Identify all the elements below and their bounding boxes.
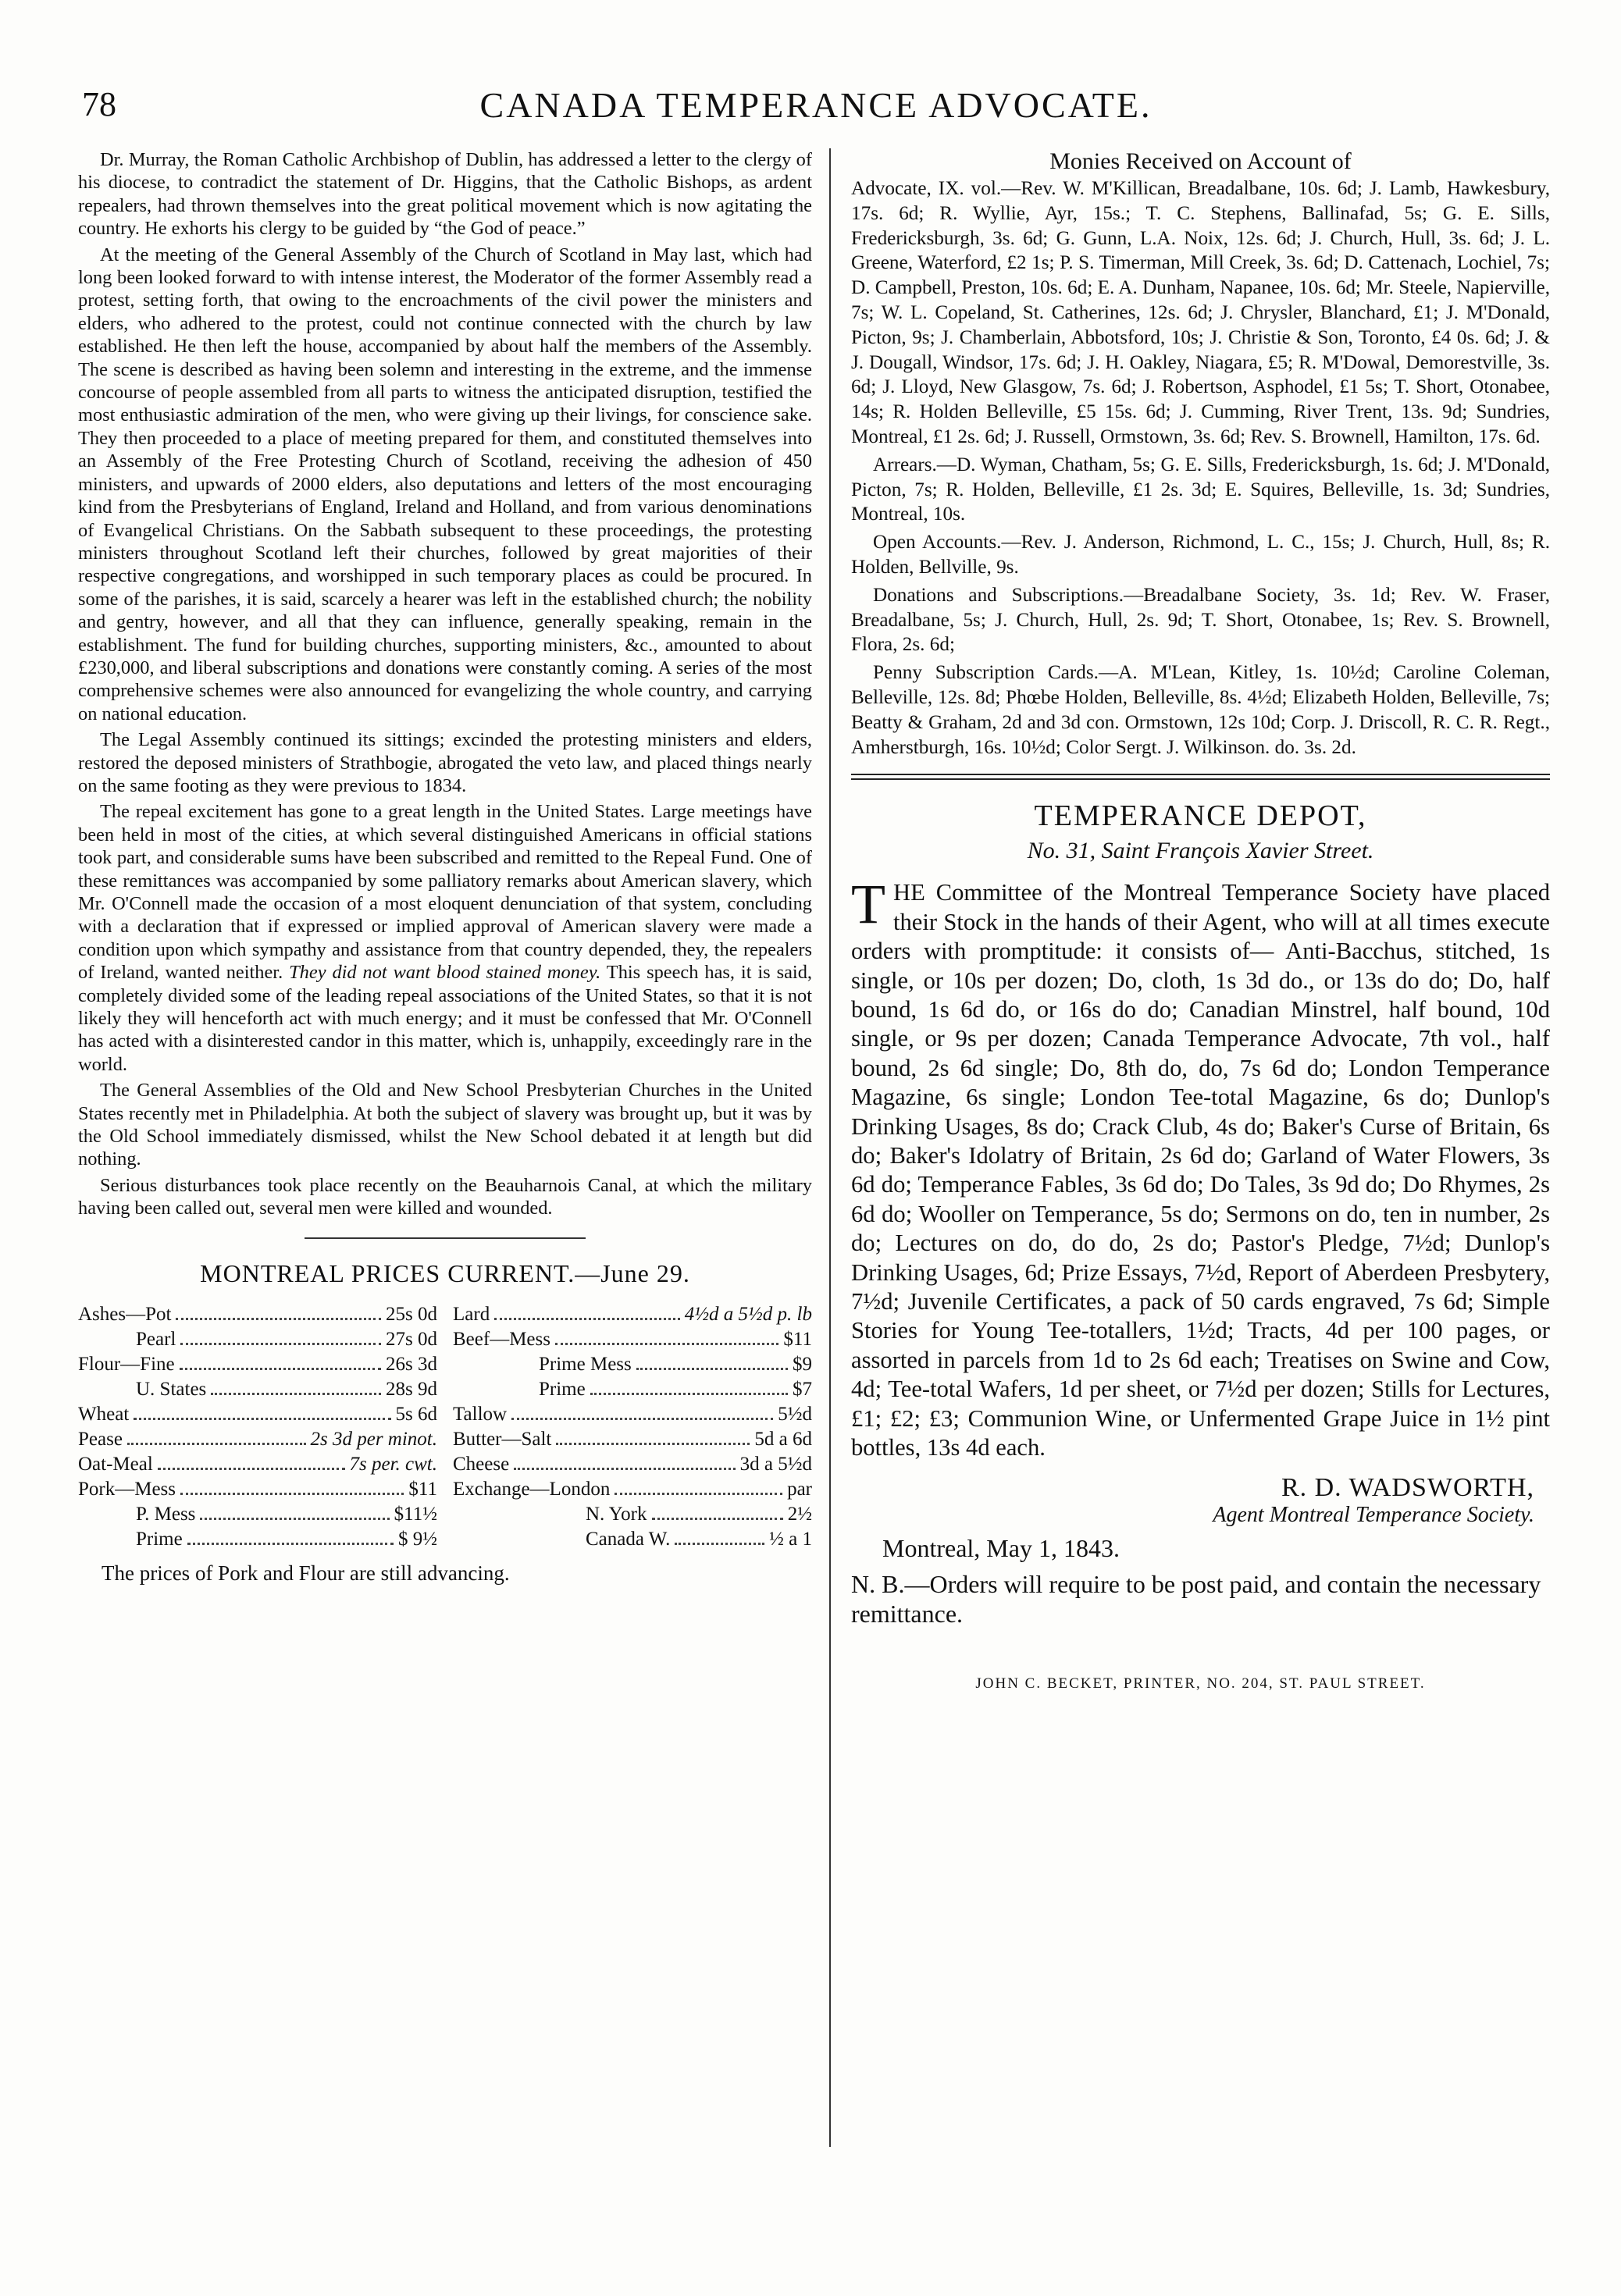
price-row	[453, 1302, 812, 1327]
price-value: par	[787, 1478, 812, 1500]
price-row	[453, 1327, 812, 1352]
running-title: CANADA TEMPERANCE ADVOCATE.	[479, 85, 1153, 125]
signature-title: Agent Montreal Temperance Society.	[1213, 1503, 1534, 1528]
leader-dots	[555, 1327, 778, 1345]
left-column	[78, 148, 812, 2186]
donations: Donations and Subscriptions.—Breadalbane Society, 3s. 1d; Rev. W. Fraser, Breadalbane, 5s; J. Church, Hull, 2s. 9d; T. Short, Otonabee, 1s; Rev. S. Brownell, Flora, 2s. 6d;	[851, 584, 1550, 656]
printer-imprint: JOHN C. BECKET, PRINTER, NO. 204, ST. PAUL STREET.	[975, 1675, 1426, 1693]
monies-received: Advocate, IX. vol.—Rev. W. M'Killican, Breadalbane, 10s. 6d; J. Lamb, Hawkesbury, 17s. 6d; R. Wyllie, Ayr, 15s.; T. C. Stephens, Ballinafad, 5s; G. E. Sills, Fredericksburgh, 3s. 6d; G. Gunn, L.A. Noix, 12s. 6d; J. Church, Hull, 3s. 6d; J. L. Greene, Waterford, £2 1s; P. S. Timerman, Mill Creek, 3s. 6d; D. Cattenach, Lochiel, 7s; D. Campbell, Preston, 10s. 6d; E. A. Dunham, Napanee, 10s. 6d; Mr. Steele, Napierville, 7s; W. L. Copeland, St. Catherines, 12s. 6d; J. Chrysler, Blanchard, £1; J. M'Donald, Picton, 9s; J. Chamberlain, Abbotsford, 10s; J. Christie & Son, Toronto, £4 0s. 6d; J. & J. Dougall, Windsor, 17s. 6d; J. H. Oakley, Niagara, £5; R. M'Dowal, Demorestville, 3s. 6d; J. Lloyd, New Glasgow, 7s. 6d; J. Robertson, Asphodel, £1 5s; T. Short, Otonabee, 14s; R. Holden Belleville, £5 15s. 6d; J. Cumming, River Trent, 13s. 9d; Sundries, Montreal, £1 2s. 6d; J. Russell, Ormstown, 3s. 6d; Rev. S. Brownell, Hamilton, 17s. 6d.	[851, 178, 1550, 447]
price-label: Butter—Salt	[453, 1428, 552, 1450]
leader-dots	[127, 1427, 306, 1445]
article-paragraph: At the meeting of the General Assembly of the Church of Scotland in May last, which had long been looked forward to with intense interest, the Moderator of the former Assembly read a protest, setting forth, that owing to the encroachments of the civil power the ministers and elders, who adhered to the protest, could not continue connected with the church by law established. He then left the house, accompanied by about half the members of the Assembly. The scene is described as having been solemn and interesting in the extreme, and the immense concourse of people assembled from all parts to witness the anticipated disruption, testified the most enthusiastic admiration of the men, who were giving up their livings, for conscience sake. They then proceeded to a place of meeting prepared for them, and constituted themselves into an Assembly of the Free Protesting Church of Scotland, receiving the adhesion of 450 ministers, and upwards of 2000 elders, also deputations and letters of the most encouraging kind from the Presbyterians of England, Ireland and Holland, and from various denominations of Evangelical Christians. On the Sabbath subsequent to these proceedings, the protesting ministers throughout Scotland left their churches, followed by great majorities of their respective congregations, and worshipped in such temporary places as could be procured. In some of the parishes, it is said, scarcely a hearer was left in the established church; the nobility and gentry, however, and all that they can influence, generally speaking, remain in the establishment. The fund for building churches, supporting ministers, &c., amounted to about £230,000, and liberal subscriptions and donations were constantly coming. A series of the most comprehensive schemes were also announced for evangelizing the whole country, and carrying on national education.	[78, 244, 812, 724]
price-value: 7s per. cwt.	[349, 1453, 437, 1475]
price-label: Beef—Mess	[453, 1328, 550, 1350]
price-value: $11½	[394, 1503, 437, 1525]
dateline: Montreal, May 1, 1843.	[882, 1534, 1120, 1563]
price-value: 27s 0d	[386, 1328, 437, 1350]
signature: R. D. WADSWORTH,	[1281, 1473, 1534, 1503]
price-label: Prime	[539, 1378, 586, 1400]
price-value: $11	[408, 1478, 437, 1500]
price-row	[453, 1352, 812, 1377]
prices-title: MONTREAL PRICES CURRENT.—June 29.	[200, 1258, 690, 1287]
price-row	[453, 1527, 812, 1552]
price-row	[453, 1452, 812, 1477]
leader-dots	[556, 1427, 750, 1445]
leader-dots	[675, 1527, 764, 1545]
price-value: 5½d	[778, 1403, 812, 1425]
prices-column-2	[453, 1302, 812, 1552]
double-rule	[851, 774, 1550, 780]
leader-dots	[494, 1302, 680, 1320]
price-label: U. States	[136, 1378, 207, 1400]
price-label: Canada W.	[586, 1528, 671, 1550]
depot-text: HE Committee of the Montreal Temperance Society have placed their Stock in the hands of their Agent, who will at all times execute orders with promptitude: it consists of— Anti-Bacchus, stitched, 1s single, or 10s per dozen; Do, cloth, 1s 3d do., or 13s do do; Do, half bound, 1s 6d do, or 16s do do; Canadian Minstrel, half bound, 10d single, or 9s per dozen; Canada Temperance Advocate, 7th vol., half bound, 2s 6d single; Do, 8th do, do, 7s 6d do; London Temperance Magazine, 6s single; London Tee-total Magazine, 6s do; Dunlop's Drinking Usages, 8s do; Crack Club, 4s do; Baker's Curse of Britain, 6s do; Baker's Idolatry of Britain, 2s 6d do; Garland of Water Flowers, 3s 6d do; Temperance Fables, 3s 6d do; Do Tales, 3s 9d do; Do Rhymes, 2s 6d do; Wooller on Temperance, 5s do; Sermons on do, ten in number, 2s do; Lectures on do, do do, 2s do; Pastor's Pledge, 7½d; Dunlop's Drinking Usages, 6d; Prize Essays, 7½d, Report of Aberdeen Presbytery, 7½d; Juvenile Certificates, a pack of 50 cards engraved, 7s 6d; Simple Stories for Young Tee-totallers, 1½d; Tracts, 4d per 100 pages, or assorted in parcels from 1d to 2s 6d each; Treatises on Swine and Cow, 4d; Tee-total Wafers, 1d per sheet, or 7½d per dozen; Stills for Lectures, £1; £2; £3; Communion Wine, or Unfermented Grape Juice in 1½ pint bottles, 13s 4d each.	[851, 879, 1550, 1461]
article-paragraph: The General Assemblies of the Old and New School Presbyterian Churches in the United States recently met in Philadelphia. At both the subject of slavery was brought up, but it was by the Old School immediately dismissed, whilst the New School debated it at length but did nothing.	[78, 1080, 812, 1170]
price-row	[453, 1377, 812, 1402]
price-label: Wheat	[78, 1403, 130, 1425]
section-divider	[305, 1237, 586, 1239]
price-row	[78, 1527, 437, 1552]
price-label: Oat-Meal	[78, 1453, 153, 1475]
prices-note: The prices of Pork and Flour are still advancing.	[102, 1561, 510, 1585]
nota-bene: N. B.—Orders will require to be post paid, and contain the necessary remittance.	[851, 1570, 1541, 1629]
price-value: 2½	[787, 1503, 812, 1525]
price-value: $7	[793, 1378, 812, 1400]
article-paragraph	[78, 800, 812, 1076]
price-label: Exchange—London	[453, 1478, 611, 1500]
leader-dots	[180, 1327, 381, 1345]
prices-column-1	[78, 1302, 437, 1552]
article-text: The repeal excitement has gone to a great length in the United States. Large meetings have been held in most of the cities, at which several distinguished Americans in official stations took part, and considerable sums have been subscribed and remitted to the Repeal Fund. One of these remittances was accompanied by some palliatory remarks about American slavery, which Mr. O'Connell made the occasion of a most eloquent denunciation of that system, concluding with a declaration that if expressed or implied approval of American slavery were made a condition upon which sympathy and assistance from that country depended, they, the repealers of Ireland, wanted neither.	[78, 801, 812, 984]
price-value: 5s 6d	[395, 1403, 437, 1425]
leader-dots	[636, 1352, 788, 1370]
depot-title: TEMPERANCE DEPOT,	[1034, 799, 1367, 833]
price-value: 26s 3d	[386, 1353, 437, 1375]
monies-heading: Monies Received on Account of	[1049, 148, 1352, 174]
price-value: 5d a 6d	[754, 1428, 812, 1450]
price-row	[453, 1477, 812, 1502]
price-label: Pease	[78, 1428, 123, 1450]
leader-dots	[514, 1452, 735, 1470]
price-row	[78, 1477, 437, 1502]
price-row	[453, 1502, 812, 1527]
arrears: Arrears.—D. Wyman, Chatham, 5s; G. E. Sills, Fredericksburgh, 1s. 6d; J. M'Donald, Picton, 7s; R. Holden, Belleville, £1 2s. 3d; E. Squires, Belleville, 1s. 3d; Sundries, Montreal, 10s.	[851, 454, 1550, 525]
right-column	[851, 148, 1550, 2186]
article-text: This speech has, it is said, completely divided some of the leading repeal associations of the United States, so that it is not likely they will henceforth act with much energy; and it must be confessed that Mr. O'Connell has acted with a disinterested candor in this matter, which is, unhappily, exceedingly rare in the world.	[78, 962, 812, 1075]
leader-dots	[200, 1502, 389, 1520]
leader-dots	[211, 1377, 381, 1395]
page-header	[82, 84, 1550, 131]
article-paragraph: The Legal Assembly continued its sittings; excinded the protesting ministers and elders, restored the deposed ministers of Strathbogie, abrogated the veto law, and placed things nearly on the same footing as they were previous to 1834.	[78, 729, 812, 796]
price-row	[78, 1352, 437, 1377]
article-paragraph: Dr. Murray, the Roman Catholic Archbishop of Dublin, has addressed a letter to the clergy of his diocese, to contradict the statement of Dr. Higgins, that the Catholic Bishops, as ardent repealers, had thrown themselves into the great political movement which is now agitating the country. He exhorts his clergy to be guided by “the God of peace.”	[78, 149, 812, 240]
price-label: Lard	[453, 1303, 490, 1325]
price-row	[78, 1327, 437, 1352]
price-label: Pearl	[136, 1328, 176, 1350]
price-label: Prime	[136, 1528, 183, 1550]
price-row	[453, 1402, 812, 1427]
price-row	[78, 1377, 437, 1402]
depot-advertisement	[851, 873, 1550, 1462]
article-paragraph: Serious disturbances took place recently on the Beauharnois Canal, at which the military having been called out, several men were killed and wounded.	[78, 1174, 812, 1219]
price-value: $9	[793, 1353, 812, 1375]
italic-quote: They did not want blood stained money.	[289, 962, 601, 984]
price-value: 25s 0d	[386, 1303, 437, 1325]
leader-dots	[134, 1402, 390, 1420]
open-accounts: Open Accounts.—Rev. J. Anderson, Richmond, L. C., 15s; J. Church, Hull, 8s; R. Holden, Bellville, 9s.	[851, 532, 1550, 578]
leader-dots	[176, 1302, 381, 1320]
price-value: 28s 9d	[386, 1378, 437, 1400]
price-label: Tallow	[453, 1403, 508, 1425]
price-row	[453, 1427, 812, 1452]
depot-address: No. 31, Saint François Xavier Street.	[1027, 838, 1374, 864]
price-value: $ 9½	[398, 1528, 437, 1550]
price-row	[78, 1502, 437, 1527]
price-label: P. Mess	[136, 1503, 196, 1525]
leader-dots	[590, 1377, 788, 1395]
price-row	[78, 1402, 437, 1427]
price-label: N. York	[586, 1503, 647, 1525]
price-label: Flour—Fine	[78, 1353, 175, 1375]
drop-cap: T	[851, 873, 885, 936]
leader-dots	[652, 1502, 783, 1520]
price-row	[78, 1302, 437, 1327]
page-number: 78	[82, 85, 116, 123]
price-value: 2s 3d per minot.	[310, 1428, 437, 1450]
leader-dots	[187, 1527, 394, 1545]
price-label: Pork—Mess	[78, 1478, 176, 1500]
leader-dots	[158, 1452, 345, 1470]
leader-dots	[615, 1477, 782, 1495]
price-value: 3d a 5½d	[739, 1453, 812, 1475]
leader-dots	[180, 1352, 381, 1370]
price-value: ½ a 1	[769, 1528, 812, 1550]
leader-dots	[511, 1402, 773, 1420]
price-row	[78, 1452, 437, 1477]
price-label: Prime Mess	[539, 1353, 632, 1375]
penny-subscriptions: Penny Subscription Cards.—A. M'Lean, Kitley, 1s. 10½d; Caroline Coleman, Belleville, 12s. 8d; Phœbe Holden, Belleville, 8s. 4½d; Elizabeth Holden, Belleville, 7s; Beatty & Graham, 2d and 3d con. Ormstown, 12s 10d; Corp. J. Driscoll, R. C. R. Regt., Amherstburgh, 16s. 10½d; Color Sergt. J. Wilkinson. do. 3s. 2d.	[851, 662, 1550, 758]
price-row	[78, 1427, 437, 1452]
price-value: 4½d a 5½d p. lb	[684, 1303, 812, 1325]
prices-table	[78, 1302, 812, 1552]
price-value: $11	[783, 1328, 812, 1350]
price-label: Cheese	[453, 1453, 510, 1475]
leader-dots	[180, 1477, 404, 1495]
price-label: Ashes—Pot	[78, 1303, 172, 1325]
column-divider	[829, 148, 831, 2147]
